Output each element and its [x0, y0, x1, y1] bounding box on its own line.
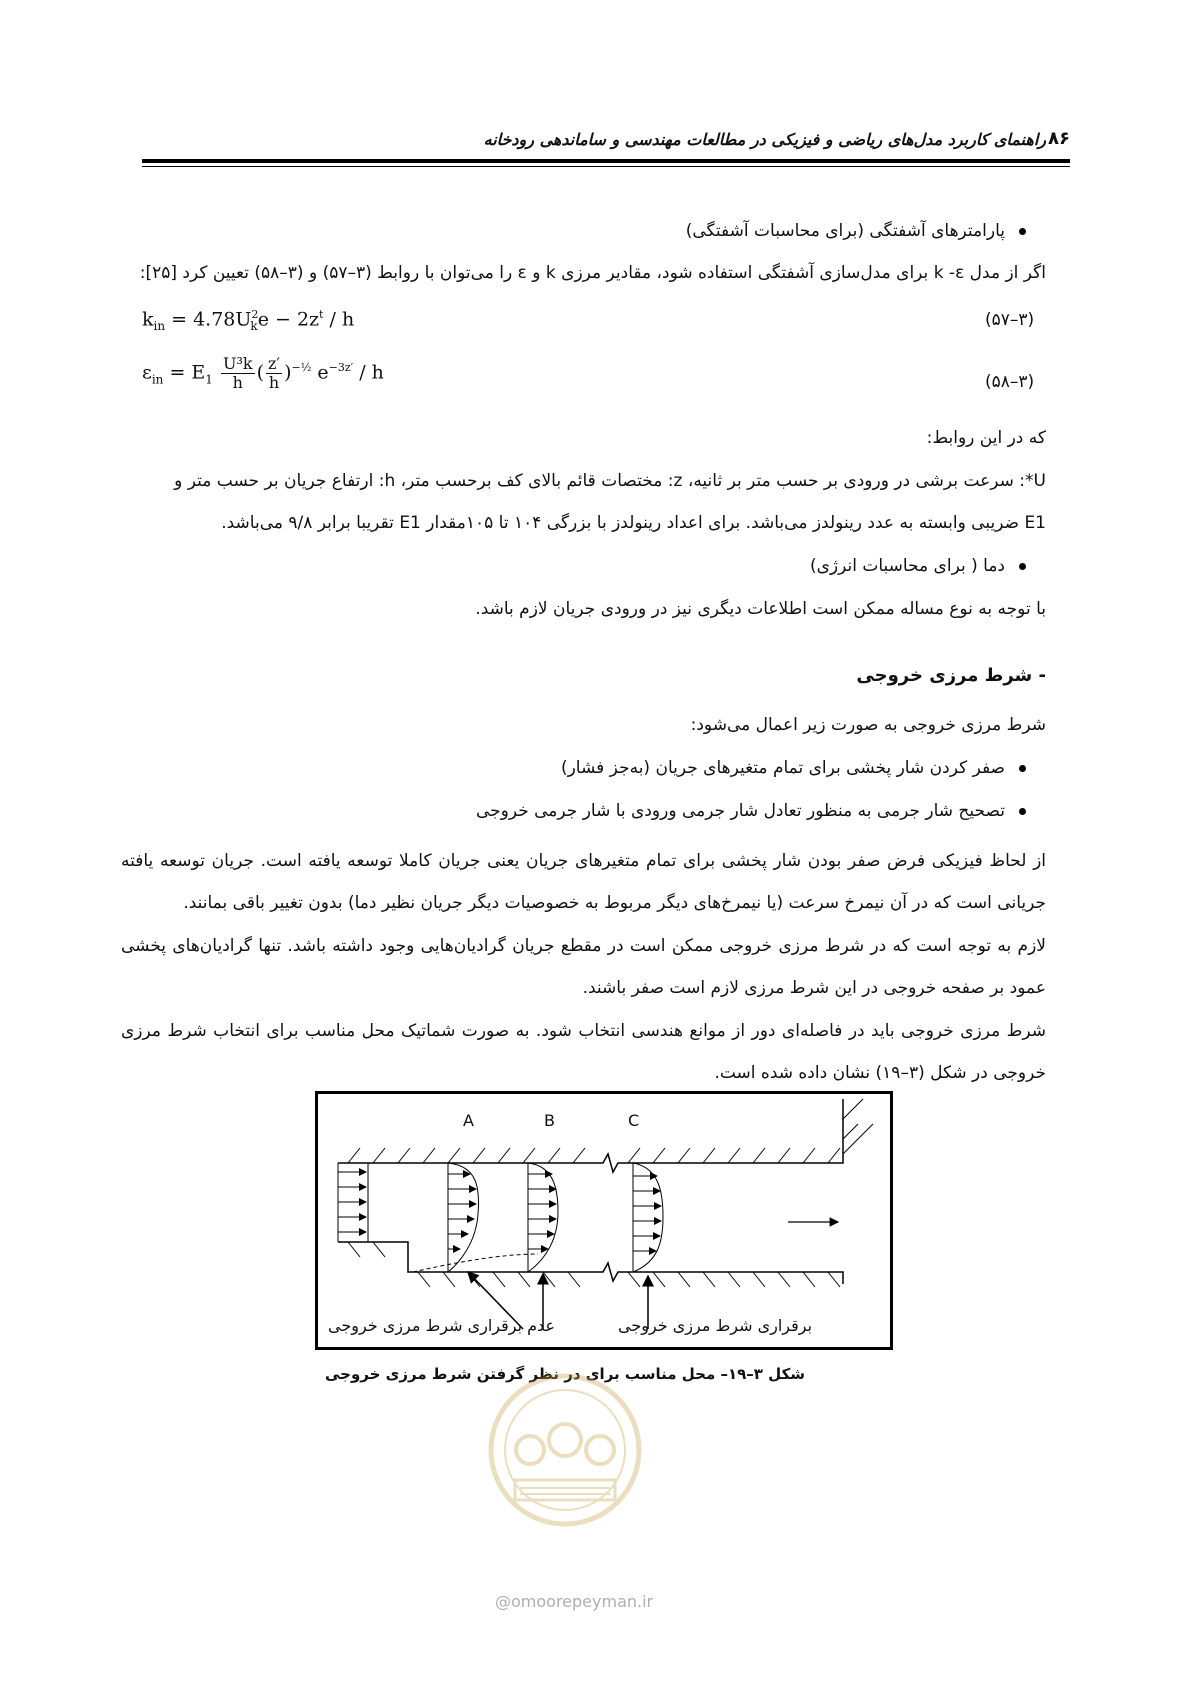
profile-label-c: C [628, 1111, 640, 1130]
fraction-z-over-h: $\frac{z'}{h}$ [268, 354, 281, 392]
equation-58-number: (۳–۵۸) [985, 372, 1035, 392]
paragraph-developed-flow: از لحاظ فیزیکی فرض صفر بودن شار پخشی برای تمام متغیرهای جریان یعنی جریان کاملا توسعه یافته است. جریان توسعه یافته جریانی است که در آن نیمرخ سرعت (یا نیمرخ‌های دیگر مربوط به خصوصیات دیگر جریان نظیر دما) بدون تغییر باقی بمانند. [121, 851, 1046, 913]
bullet-dot [1019, 563, 1026, 570]
top-wall-hatching [348, 1099, 873, 1163]
page-number: ۸۶ [1048, 128, 1070, 149]
profile-label-b: B [544, 1111, 555, 1130]
watermark-url: @omoorepeyman.ir [495, 1592, 654, 1611]
figure-outlet-boundary [315, 1091, 893, 1350]
recirculation-zone-line [413, 1254, 538, 1272]
bullet-temperature: دما ( برای محاسبات انرژی) [121, 553, 1026, 579]
definition-line-2: E1 ضریبی وابسته به عدد رینولدز می‌باشد. برای اعداد رینولدز با بزرگی ۱۰۴ تا ۱۰۵مقدار E1 تقریبا برابر ۹/۸ می‌باشد. [221, 513, 1046, 533]
seal-graphic [485, 1370, 645, 1530]
figure-caption: شکل ۳–۱۹– محل مناسب برای در نظر گرفتن شرط مرزی خروجی [324, 1365, 806, 1383]
definition-line-1: U*: سرعت برشی در ورودی بر حسب متر بر ثانیه، z: مختصات قائم بالای کف برحسب متر، h: ارتفاع جریان بر حسب متر و [174, 471, 1046, 491]
header-rule [142, 159, 1070, 163]
equation-58: $\varepsilon_{in} = E_1$ $\frac{\text{U³k}}{h}$ ( $\frac{z'}{h}$ )$^{-\frac{1}{2}}$ $e^{-3z'}$ / h [142, 354, 384, 392]
top-wall [338, 1099, 843, 1172]
label-not-satisfied: عدم برقراری شرط مرزی خروجی [328, 1316, 555, 1335]
inlet-note: با توجه به نوع مساله ممکن است اطلاعات دیگری نیز در ورودی جریان لازم باشد. [475, 599, 1046, 619]
outlet-intro: شرط مرزی خروجی به صورت زیر اعمال می‌شود: [690, 715, 1046, 735]
equation-57-number: (۳–۵۷) [985, 310, 1035, 330]
profile-a [448, 1163, 479, 1272]
bullet-mass-flux: تصحیح شار جرمی به منظور تعادل شار جرمی ورودی با شار جرمی خروجی [121, 798, 1026, 824]
running-header-title: راهنمای کاربرد مدل‌های ریاضی و فیزیکی در مطالعات مهندسی و ساماندهی رودخانه [483, 130, 1046, 149]
section-heading-outlet: - شرط مرزی خروجی [856, 665, 1046, 686]
bottom-wall-hatching [348, 1242, 840, 1287]
header-rule-thin [142, 166, 1070, 167]
label-satisfied: برقراری شرط مرزی خروجی [618, 1316, 813, 1335]
where-text: که در این روابط: [926, 428, 1046, 448]
bullet-turbulence: پارامترهای آشفتگی (برای محاسبات آشفتگی) [121, 218, 1026, 244]
publisher-seal-watermark [485, 1370, 645, 1530]
paragraph-location: شرط مرزی خروجی باید در فاصله‌ای دور از موانع هندسی انتخاب شود. به صورت شماتیک محل مناسب برای انتخاب شرط مرزی خروجی در شکل (۳–۱۹) نشان داده شده است. [121, 1021, 1046, 1083]
turbulence-intro: اگر از مدل k -ε برای مدل‌سازی آشفتگی استفاده شود، مقادیر مرزی k و ε را می‌توان با روابط (۳–۵۷) و (۳–۵۸) تعیین کرد [۲۵]: [139, 263, 1046, 283]
profile-label-a: A [463, 1111, 474, 1130]
profile-c [633, 1163, 663, 1272]
bullet-diffusive-flux: صفر کردن شار پخشی برای تمام متغیرهای جریان (به‌جز فشار) [121, 755, 1026, 781]
bullet-dot [1019, 808, 1026, 815]
channel-schematic [318, 1094, 890, 1347]
equation-57: $k_{in} = 4.78U^2_ke - 2z^t / h$ [142, 308, 355, 334]
bottom-wall [338, 1242, 843, 1284]
bullet-dot [1019, 765, 1026, 772]
fraction-u-over-h: $\frac{\text{U³k}}{h}$ [222, 354, 253, 392]
profile-b [528, 1163, 558, 1272]
bullet-dot [1019, 228, 1026, 235]
inlet-velocity-profile [338, 1163, 368, 1242]
paragraph-gradients: لازم به توجه است که در شرط مرزی خروجی ممکن است در مقطع جریان گرادیان‌هایی وجود داشته باشد. تنها گرادیان‌های پخشی عمود بر صفحه خروجی در این شرط مرزی لازم است صفر باشند. [121, 936, 1046, 998]
